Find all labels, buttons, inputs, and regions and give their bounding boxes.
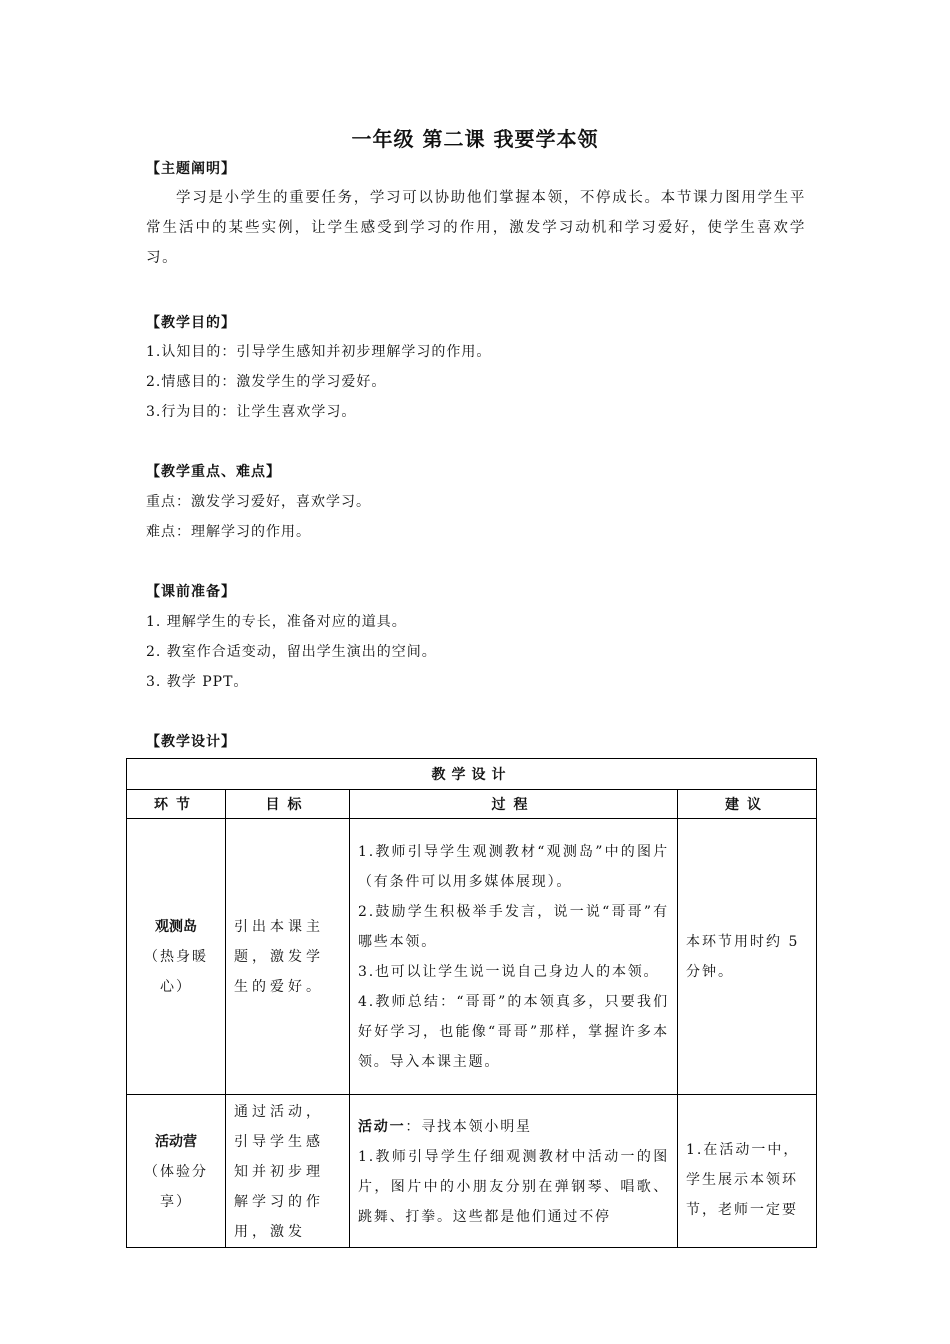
process-step: 1.教师引导学生观测教材“观测岛”中的图片（有条件可以用多媒体展现）。: [358, 843, 669, 890]
teaching-design-table: [126, 758, 817, 1248]
column-header-goal: 目标: [226, 790, 350, 819]
column-header-stage: 环节: [127, 790, 226, 819]
key-point-item: 难点：理解学习的作用。: [146, 524, 311, 540]
stage-subtitle: （热身暖心）: [144, 948, 208, 995]
objective-item: 1.认知目的：引导学生感知并初步理解学习的作用。: [146, 344, 492, 360]
activity-title: ：寻找本领小明星: [405, 1119, 532, 1135]
process-step: 1.教师引导学生仔细观测教材中活动一的图片，图片中的小朋友分别在弹钢琴、唱歌、跳舞、打拳。这些都是他们通过不停: [358, 1149, 669, 1225]
column-header-suggestion: 建议: [678, 790, 817, 819]
process-step: 2.鼓励学生积极举手发言，说一说“哥哥”有哪些本领。: [358, 903, 669, 950]
stage-name: 活动营: [155, 1134, 197, 1150]
theme-heading: 【主题阐明】: [146, 161, 236, 177]
process-step: 3.也可以让学生说一说自己身边人的本领。: [358, 963, 660, 980]
theme-text: 学习是小学生的重要任务，学习可以协助他们掌握本领，不停成长。本节课力图用学生平常生活中的某些实例，让学生感受到学习的作用，激发学习动机和学习爱好，使学生喜欢学习。: [146, 190, 806, 266]
preparation-item: 1. 理解学生的专长，准备对应的道具。: [146, 614, 407, 630]
activity-label: 活动一: [358, 1119, 406, 1135]
preparation-heading: 【课前准备】: [146, 584, 236, 600]
stage-cell: [127, 819, 226, 1095]
preparation-item: 3. 教学 PPT。: [146, 674, 249, 690]
goal-cell: 通过活动，引导学生感知并初步理解学习的作用，激发: [226, 1095, 350, 1248]
objectives-heading: 【教学目的】: [146, 315, 236, 331]
column-header-process: 过程: [350, 790, 678, 819]
table-row: [127, 1095, 817, 1248]
table-row: [127, 819, 817, 1095]
suggestion-cell: 本环节用时约 5 分钟。: [678, 819, 817, 1095]
process-step: 4.教师总结：“哥哥”的本领真多，只要我们好好学习，也能像“哥哥”那样，掌握许多本领。导入本课主题。: [358, 993, 669, 1070]
page-title: 一年级 第二课 我要学本领: [351, 127, 599, 151]
goal-cell: 引出本课主题，激发学生的爱好。: [226, 819, 350, 1095]
table-title: 教学设计: [127, 759, 817, 790]
objective-item: 3.行为目的：让学生喜欢学习。: [146, 404, 357, 420]
suggestion-cell: 1.在活动一中，学生展示本领环节，老师一定要: [678, 1095, 817, 1248]
process-cell: [350, 1095, 678, 1248]
stage-subtitle: （体验分享）: [144, 1164, 208, 1210]
key-point-item: 重点：激发学习爱好，喜欢学习。: [146, 494, 371, 510]
theme-paragraph: [146, 183, 806, 273]
stage-name: 观测岛: [155, 918, 197, 935]
preparation-item: 2. 教室作合适变动，留出学生演出的空间。: [146, 644, 437, 660]
stage-cell: [127, 1095, 226, 1248]
design-heading: 【教学设计】: [146, 734, 236, 750]
objective-item: 2.情感目的：激发学生的学习爱好。: [146, 374, 387, 390]
process-cell: [350, 819, 678, 1095]
key-points-heading: 【教学重点、难点】: [146, 464, 281, 480]
